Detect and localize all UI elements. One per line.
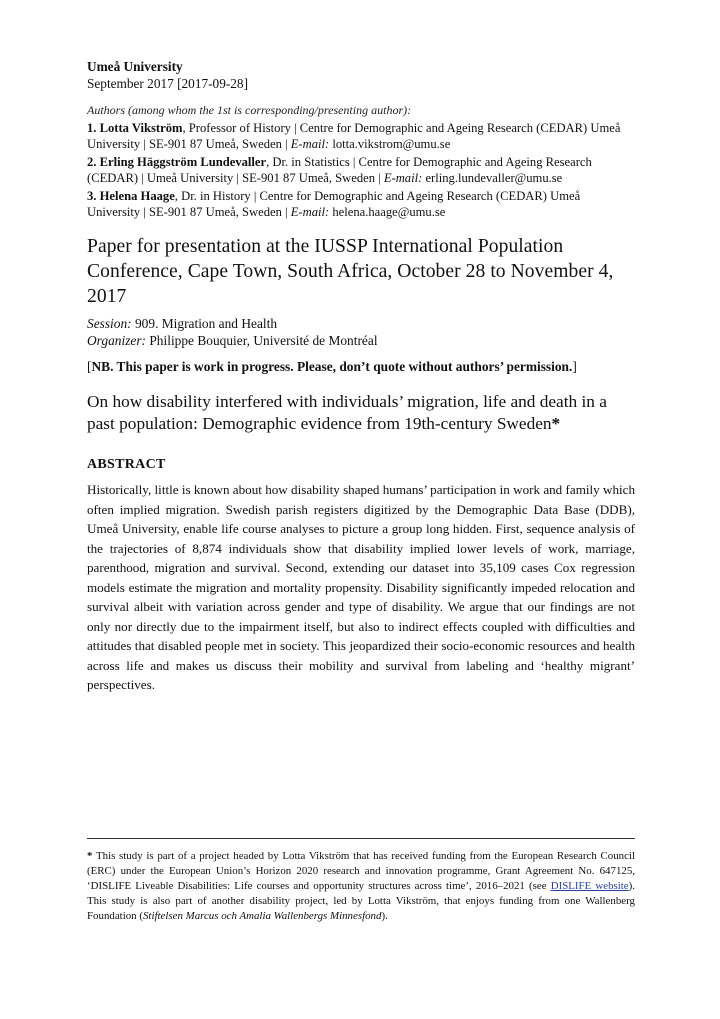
author-email: lotta.vikstrom@umu.se: [329, 137, 451, 151]
author-2: [87, 154, 635, 186]
footnote: [87, 849, 635, 924]
author-3: [87, 188, 635, 220]
footnote-marker: *: [551, 414, 561, 433]
email-label: E-mail:: [383, 171, 423, 185]
paper-page: [87, 58, 635, 695]
author-name: 3. Helena Haage: [87, 189, 175, 203]
author-email: helena.haage@umu.se: [329, 205, 446, 219]
session-label: Session:: [87, 316, 132, 331]
nb-open: [: [87, 359, 92, 374]
paper-subtitle: [87, 391, 635, 435]
author-1: [87, 120, 635, 152]
author-details: , Dr. in Statistics | Centre for Demographic and Ageing Research (CEDAR) | Umeå University | SE-901 87 Umeå, Sweden |: [87, 155, 592, 185]
nb-close: ]: [572, 359, 577, 374]
subtitle-text: On how disability interfered with individuals’ migration, life and death in a past population: Demographic evidence from 19th-century Sweden: [87, 392, 607, 433]
author-details: , Dr. in History | Centre for Demographic and Ageing Research (CEDAR) Umeå University | SE-901 87 Umeå, Sweden |: [87, 189, 581, 219]
email-label: E-mail:: [290, 205, 330, 219]
author-name: 1. Lotta Vikström: [87, 121, 183, 135]
date: September 2017 [2017-09-28]: [87, 76, 249, 91]
footnote-text-3: ).: [381, 910, 388, 922]
abstract-heading: ABSTRACT: [87, 457, 166, 472]
dislife-website-link[interactable]: DISLIFE website: [550, 880, 629, 892]
session-value: 909. Migration and Health: [131, 316, 278, 331]
author-email: erling.lundevaller@umu.se: [422, 171, 563, 185]
session-block: [87, 315, 635, 349]
organizer-value: Philippe Bouquier, Université de Montréal: [146, 333, 378, 348]
nb-text: NB. This paper is work in progress. Please, don’t quote without authors’ permission.: [91, 359, 573, 374]
email-label: E-mail:: [290, 137, 330, 151]
footnote-star: *: [87, 850, 93, 862]
footnote-text-1: This study is part of a project headed by Lotta Vikström that has received funding from the European Research Council (ERC) under the European Union’s Horizon 2020 research and innovation programme, Grant Agreement No. 647125, ‘DISLIFE Liveable Disabilities: Life courses and opportunity structures across time’, 2016–2021 (see: [87, 850, 635, 892]
author-name: 2. Erling Häggström Lundevaller: [87, 155, 267, 169]
foundation-name: Stiftelsen Marcus och Amalia Wallenbergs Minnesfond: [142, 910, 382, 922]
abstract-text: Historically, little is known about how disability shaped humans’ participation in work and family which often implied migration. Swedish parish registers digitized by the Demographic Data Base (DDB), Umeå University, enable life course analyses to picture a group long hidden. First, sequence analysis of the trajectories of 8,874 individuals show that disability implied lower levels of work, marriage, parenthood, migration and survival. Second, extending our dataset into 35,109 cases Cox regression models estimate the migration and mortality propensity. Disability significantly impeded relocation and survival albeit with variation across gender and type of disability. We argue that our findings are not only nor directly due to the impairment itself, but also to indirect effects coupled with difficulties and attitudes that disabled people met in society. This jeopardized their socio-economic resources and health across life and makes us discuss their mobility and survival from labeling and ‘healthy migrant’ perspectives.: [87, 482, 635, 692]
organizer-label: Organizer:: [87, 333, 147, 348]
paper-title: Paper for presentation at the IUSSP International Population Conference, Cape Town, South Africa, October 28 to November 4, 2017: [87, 236, 614, 307]
footnote-text-2: ). This study is also part of another disability project, led by Lotta Vikström, that enjoys funding from one Wallenberg Foundation (: [87, 880, 636, 922]
institution: Umeå University: [87, 59, 183, 74]
nb-notice: [87, 358, 635, 375]
header-block: [87, 58, 635, 92]
authors-intro: Authors (among whom the 1st is corresponding/presenting author):: [87, 103, 412, 117]
footnote-divider: [87, 838, 635, 839]
author-details: , Professor of History | Centre for Demographic and Ageing Research (CEDAR) Umeå University | SE-901 87 Umeå, Sweden |: [87, 121, 621, 151]
